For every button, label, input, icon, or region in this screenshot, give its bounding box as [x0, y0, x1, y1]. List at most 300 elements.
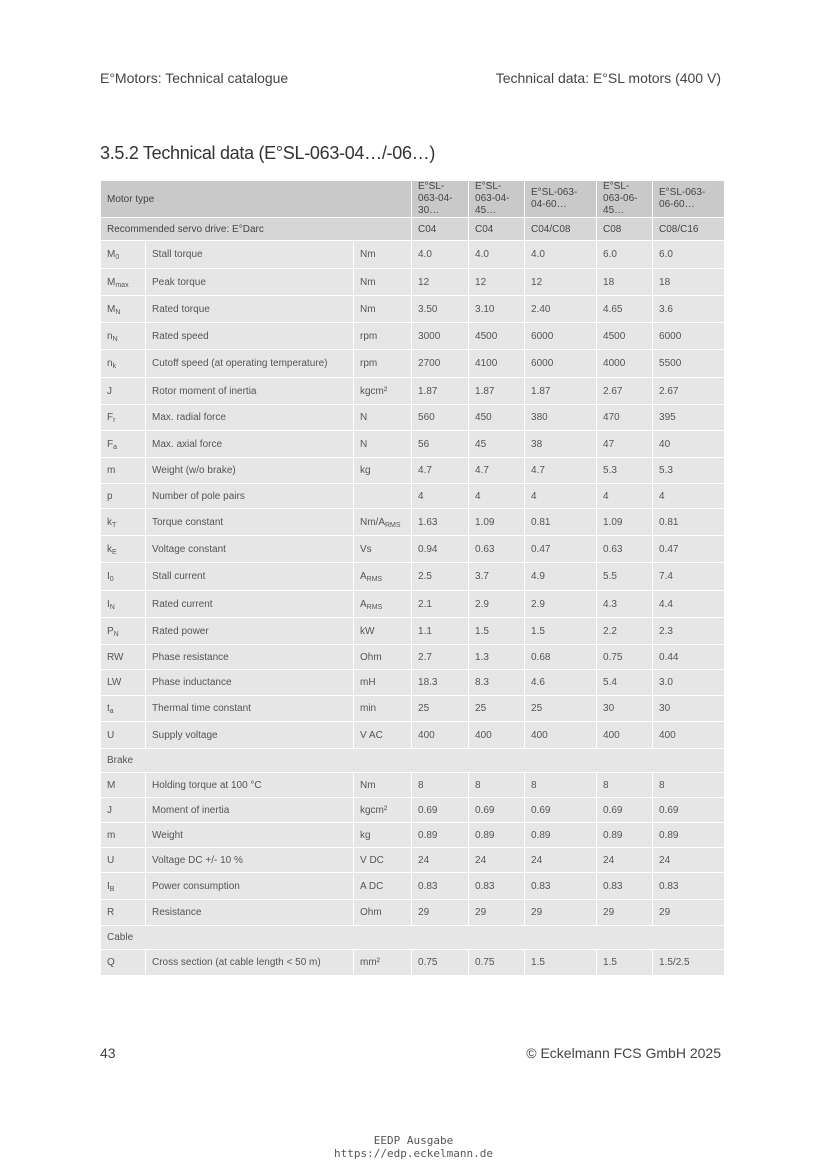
value-cell: 1.1 — [412, 618, 469, 645]
symbol-subscript: max — [115, 281, 129, 289]
value-cell: 0.69 — [597, 798, 653, 823]
symbol: I — [107, 571, 110, 582]
symbol-cell — [101, 484, 146, 509]
value-cell: 1.5 — [597, 950, 653, 976]
value-cell: 380 — [525, 405, 597, 431]
servo-drive-label: Recommended servo drive: E°Darc — [101, 218, 412, 241]
value-cell: 8 — [525, 773, 597, 798]
symbol-cell — [101, 405, 146, 431]
table-row — [101, 873, 725, 900]
value-cell: 24 — [469, 848, 525, 873]
value-cell: 0.89 — [412, 823, 469, 848]
unit-cell — [354, 773, 412, 798]
description-cell: Voltage DC +/- 10 % — [146, 848, 354, 873]
value-cell: 0.63 — [597, 536, 653, 563]
value-cell: 1.5 — [469, 618, 525, 645]
servo-drive-value: C04/C08 — [525, 218, 597, 241]
value-cell: 8 — [653, 773, 725, 798]
value-cell: 3.10 — [469, 296, 525, 323]
value-cell: 2.1 — [412, 591, 469, 618]
symbol-cell — [101, 823, 146, 848]
table-row — [101, 798, 725, 823]
value-cell: 24 — [412, 848, 469, 873]
description-cell: Thermal time constant — [146, 696, 354, 722]
unit-cell — [354, 848, 412, 873]
value-cell: 3.50 — [412, 296, 469, 323]
servo-drive-value: C08/C16 — [653, 218, 725, 241]
value-cell: 1.63 — [412, 509, 469, 536]
value-cell: 29 — [653, 900, 725, 926]
value-cell: 4 — [653, 484, 725, 509]
value-cell: 2.7 — [412, 645, 469, 670]
table-row — [101, 563, 725, 591]
table-row — [101, 269, 725, 296]
table-row — [101, 591, 725, 618]
symbol-cell — [101, 269, 146, 296]
symbol: M — [107, 249, 116, 260]
value-cell: 0.68 — [525, 645, 597, 670]
value-cell: 560 — [412, 405, 469, 431]
value-cell: 2.3 — [653, 618, 725, 645]
unit-cell — [354, 950, 412, 976]
value-cell: 0.69 — [653, 798, 725, 823]
table-row — [101, 645, 725, 670]
table-row — [101, 773, 725, 798]
value-cell: 29 — [469, 900, 525, 926]
description-cell: Supply voltage — [146, 722, 354, 749]
table-row — [101, 405, 725, 431]
description-cell: Holding torque at 100 °C — [146, 773, 354, 798]
unit-cell — [354, 536, 412, 563]
symbol-subscript: a — [113, 443, 118, 451]
value-cell: 4100 — [469, 350, 525, 378]
symbol: J — [107, 804, 112, 816]
symbol-cell — [101, 773, 146, 798]
unit: kgcm² — [360, 385, 388, 397]
value-cell: 4 — [597, 484, 653, 509]
unit-subscript: RMS — [385, 521, 401, 529]
description-cell: Weight (w/o brake) — [146, 458, 354, 484]
symbol: F — [107, 438, 114, 450]
unit-cell — [354, 350, 412, 378]
value-cell: 25 — [469, 696, 525, 722]
section-label: Cable — [101, 926, 725, 950]
table-row — [101, 618, 725, 645]
value-cell: 6000 — [653, 323, 725, 350]
value-cell: 1.5/2.5 — [653, 950, 725, 976]
value-cell: 18.3 — [412, 670, 469, 696]
unit: Nm — [360, 276, 376, 288]
column-header: E°SL-063-06-60… — [653, 181, 725, 218]
symbol: I — [107, 880, 110, 892]
value-cell: 30 — [653, 696, 725, 722]
symbol-cell — [101, 696, 146, 722]
symbol-subscript: B — [109, 885, 115, 893]
value-cell: 4.7 — [525, 458, 597, 484]
value-cell: 2700 — [412, 350, 469, 378]
value-cell: 1.5 — [525, 618, 597, 645]
value-cell: 0.81 — [653, 509, 725, 536]
symbol: m — [107, 465, 116, 476]
value-cell: 5.4 — [597, 670, 653, 696]
value-cell: 7.4 — [653, 563, 725, 591]
value-cell: 24 — [653, 848, 725, 873]
symbol-cell — [101, 670, 146, 696]
symbol-cell — [101, 722, 146, 749]
value-cell: 4.0 — [469, 241, 525, 269]
description-cell: Cutoff speed (at operating temperature) — [146, 350, 354, 378]
unit-cell — [354, 618, 412, 645]
table-row — [101, 431, 725, 458]
table-row — [101, 950, 725, 976]
unit-subscript: RMS — [366, 576, 383, 583]
unit: mm² — [360, 957, 380, 968]
symbol-cell — [101, 563, 146, 591]
symbol: RW — [107, 651, 124, 663]
symbol: U — [107, 854, 115, 866]
copyright: © Eckelmann FCS GmbH 2025 — [526, 1045, 721, 1061]
symbol-cell — [101, 350, 146, 378]
symbol: LW — [107, 677, 122, 688]
symbol: k — [107, 516, 112, 528]
unit: Nm — [360, 779, 376, 791]
value-cell: 25 — [412, 696, 469, 722]
unit: A — [360, 571, 367, 582]
symbol: M — [107, 303, 116, 315]
symbol-subscript: 0 — [115, 254, 120, 261]
symbol-subscript: a — [109, 708, 114, 715]
value-cell: 0.89 — [597, 823, 653, 848]
unit-cell — [354, 458, 412, 484]
symbol-subscript: N — [113, 630, 119, 638]
value-cell: 0.75 — [469, 950, 525, 976]
value-cell: 5500 — [653, 350, 725, 378]
symbol-cell — [101, 900, 146, 926]
value-cell: 2.9 — [469, 591, 525, 618]
symbol-cell — [101, 536, 146, 563]
technical-data-table — [100, 180, 725, 976]
description-cell: Power consumption — [146, 873, 354, 900]
symbol-subscript: k — [112, 363, 117, 370]
value-cell: 38 — [525, 431, 597, 458]
value-cell: 0.47 — [653, 536, 725, 563]
column-header: E°SL-063-06-45… — [597, 181, 653, 218]
unit-cell — [354, 591, 412, 618]
value-cell: 395 — [653, 405, 725, 431]
column-header: E°SL-063-04-45… — [469, 181, 525, 218]
value-cell: 0.94 — [412, 536, 469, 563]
unit-cell — [354, 431, 412, 458]
unit-cell — [354, 241, 412, 269]
symbol: p — [107, 490, 113, 502]
table-row — [101, 241, 725, 269]
symbol-cell — [101, 645, 146, 670]
symbol: t — [107, 703, 110, 714]
symbol: M — [107, 779, 116, 791]
section-row — [101, 926, 725, 950]
motor-type-label: Motor type — [101, 181, 412, 218]
value-cell: 6000 — [525, 350, 597, 378]
value-cell: 5.3 — [653, 458, 725, 484]
unit-cell — [354, 873, 412, 900]
value-cell: 4500 — [469, 323, 525, 350]
symbol: F — [107, 412, 114, 423]
value-cell: 45 — [469, 431, 525, 458]
unit: kW — [360, 625, 375, 637]
footer-url: https://edp.eckelmann.de — [334, 1147, 493, 1160]
value-cell: 1.87 — [525, 378, 597, 405]
unit-cell — [354, 798, 412, 823]
table-row — [101, 823, 725, 848]
value-cell: 24 — [525, 848, 597, 873]
table-row — [101, 848, 725, 873]
table-row — [101, 296, 725, 323]
description-cell: Max. axial force — [146, 431, 354, 458]
symbol-subscript: N — [109, 603, 115, 611]
value-cell: 0.47 — [525, 536, 597, 563]
value-cell: 400 — [412, 722, 469, 749]
unit: V DC — [360, 854, 384, 866]
unit: A — [360, 598, 367, 610]
value-cell: 8.3 — [469, 670, 525, 696]
value-cell: 8 — [412, 773, 469, 798]
value-cell: 8 — [597, 773, 653, 798]
value-cell: 2.40 — [525, 296, 597, 323]
description-cell: Rated current — [146, 591, 354, 618]
unit: N — [360, 412, 368, 423]
value-cell: 4000 — [597, 350, 653, 378]
value-cell: 1.3 — [469, 645, 525, 670]
value-cell: 18 — [653, 269, 725, 296]
table-row — [101, 536, 725, 563]
symbol-cell — [101, 378, 146, 405]
value-cell: 2.9 — [525, 591, 597, 618]
unit: Nm — [360, 249, 376, 260]
table-row — [101, 670, 725, 696]
unit: kg — [360, 829, 371, 841]
unit-subscript: RMS — [366, 603, 383, 611]
unit-cell — [354, 484, 412, 509]
column-header: E°SL-063-04-60… — [525, 181, 597, 218]
value-cell: 0.89 — [653, 823, 725, 848]
unit: V AC — [360, 729, 383, 741]
value-cell: 6000 — [525, 323, 597, 350]
value-cell: 0.69 — [412, 798, 469, 823]
description-cell: Torque constant — [146, 509, 354, 536]
value-cell: 4.65 — [597, 296, 653, 323]
value-cell: 4.4 — [653, 591, 725, 618]
value-cell: 1.87 — [469, 378, 525, 405]
value-cell: 1.87 — [412, 378, 469, 405]
value-cell: 400 — [597, 722, 653, 749]
value-cell: 4 — [412, 484, 469, 509]
value-cell: 4.0 — [412, 241, 469, 269]
symbol-cell — [101, 591, 146, 618]
value-cell: 2.67 — [597, 378, 653, 405]
symbol-cell — [101, 509, 146, 536]
value-cell: 56 — [412, 431, 469, 458]
symbol: J — [107, 385, 112, 397]
value-cell: 2.67 — [653, 378, 725, 405]
table-row — [101, 722, 725, 749]
description-cell: Weight — [146, 823, 354, 848]
symbol-cell — [101, 458, 146, 484]
table-row — [101, 323, 725, 350]
value-cell: 12 — [469, 269, 525, 296]
value-cell: 450 — [469, 405, 525, 431]
unit: A DC — [360, 880, 384, 892]
value-cell: 400 — [469, 722, 525, 749]
symbol-cell — [101, 431, 146, 458]
value-cell: 0.69 — [469, 798, 525, 823]
section-row — [101, 749, 725, 773]
symbol: m — [107, 829, 116, 841]
value-cell: 0.83 — [597, 873, 653, 900]
unit: kgcm² — [360, 804, 388, 816]
unit: min — [360, 703, 377, 714]
page-title: 3.5.2 Technical data (E°SL-063-04…/-06…) — [100, 143, 436, 163]
unit-cell — [354, 405, 412, 431]
symbol: I — [107, 598, 110, 610]
unit: Nm/A — [360, 516, 385, 528]
symbol-cell — [101, 950, 146, 976]
value-cell: 4.7 — [469, 458, 525, 484]
symbol: P — [107, 625, 114, 637]
value-cell: 4.0 — [525, 241, 597, 269]
value-cell: 4 — [469, 484, 525, 509]
unit: kg — [360, 465, 371, 476]
description-cell: Phase inductance — [146, 670, 354, 696]
description-cell: Peak torque — [146, 269, 354, 296]
symbol-subscript: E — [112, 548, 117, 556]
value-cell: 24 — [597, 848, 653, 873]
value-cell: 12 — [525, 269, 597, 296]
value-cell: 3.6 — [653, 296, 725, 323]
symbol-subscript: N — [112, 335, 118, 343]
symbol: n — [107, 330, 113, 342]
table-row — [101, 378, 725, 405]
servo-drive-value: C04 — [412, 218, 469, 241]
description-cell: Cross section (at cable length < 50 m) — [146, 950, 354, 976]
table-row — [101, 458, 725, 484]
unit: mH — [360, 677, 376, 688]
value-cell: 18 — [597, 269, 653, 296]
value-cell: 29 — [412, 900, 469, 926]
unit-cell — [354, 670, 412, 696]
value-cell: 4500 — [597, 323, 653, 350]
table-row — [101, 696, 725, 722]
value-cell: 1.09 — [469, 509, 525, 536]
unit-cell — [354, 378, 412, 405]
table-header-row — [101, 181, 725, 218]
unit: Ohm — [360, 907, 382, 918]
value-cell: 3.7 — [469, 563, 525, 591]
value-cell: 0.89 — [469, 823, 525, 848]
description-cell: Resistance — [146, 900, 354, 926]
unit-cell — [354, 900, 412, 926]
value-cell: 2.2 — [597, 618, 653, 645]
symbol: R — [107, 907, 115, 918]
symbol-cell — [101, 241, 146, 269]
table-row — [101, 350, 725, 378]
description-cell: Moment of inertia — [146, 798, 354, 823]
description-cell: Stall torque — [146, 241, 354, 269]
description-cell: Max. radial force — [146, 405, 354, 431]
description-cell: Stall current — [146, 563, 354, 591]
value-cell: 3.0 — [653, 670, 725, 696]
value-cell: 0.81 — [525, 509, 597, 536]
symbol: k — [107, 543, 112, 555]
description-cell: Rated speed — [146, 323, 354, 350]
symbol: U — [107, 729, 115, 741]
description-cell: Phase resistance — [146, 645, 354, 670]
unit-cell — [354, 696, 412, 722]
page-number: 43 — [100, 1045, 116, 1061]
value-cell: 1.5 — [525, 950, 597, 976]
value-cell: 0.83 — [653, 873, 725, 900]
table-row — [101, 484, 725, 509]
description-cell: Rated power — [146, 618, 354, 645]
value-cell: 0.83 — [525, 873, 597, 900]
value-cell: 6.0 — [597, 241, 653, 269]
value-cell: 0.44 — [653, 645, 725, 670]
value-cell: 4.9 — [525, 563, 597, 591]
table-row — [101, 509, 725, 536]
unit-cell — [354, 823, 412, 848]
value-cell: 4.3 — [597, 591, 653, 618]
value-cell: 0.83 — [412, 873, 469, 900]
value-cell: 30 — [597, 696, 653, 722]
symbol-cell — [101, 798, 146, 823]
description-cell: Rated torque — [146, 296, 354, 323]
header-left: E°Motors: Technical catalogue — [100, 70, 289, 86]
unit-cell — [354, 645, 412, 670]
value-cell: 40 — [653, 431, 725, 458]
unit: Ohm — [360, 651, 382, 663]
servo-drive-value: C04 — [469, 218, 525, 241]
value-cell: 470 — [597, 405, 653, 431]
value-cell: 5.3 — [597, 458, 653, 484]
description-cell: Rotor moment of inertia — [146, 378, 354, 405]
value-cell: 400 — [653, 722, 725, 749]
symbol-subscript: r — [113, 417, 116, 424]
value-cell: 47 — [597, 431, 653, 458]
unit-cell — [354, 296, 412, 323]
unit-cell — [354, 323, 412, 350]
value-cell: 29 — [597, 900, 653, 926]
header-right: Technical data: E°SL motors (400 V) — [495, 70, 721, 86]
value-cell: 0.63 — [469, 536, 525, 563]
value-cell: 6.0 — [653, 241, 725, 269]
symbol-cell — [101, 848, 146, 873]
description-cell: Voltage constant — [146, 536, 354, 563]
value-cell: 4.6 — [525, 670, 597, 696]
unit: Vs — [360, 543, 372, 555]
edition-label: EEDP Ausgabe — [373, 1134, 454, 1147]
value-cell: 4.7 — [412, 458, 469, 484]
value-cell: 12 — [412, 269, 469, 296]
value-cell: 0.69 — [525, 798, 597, 823]
unit-cell — [354, 269, 412, 296]
servo-drive-row — [101, 218, 725, 241]
servo-drive-value: C08 — [597, 218, 653, 241]
column-header: E°SL-063-04-30… — [412, 181, 469, 218]
value-cell: 2.5 — [412, 563, 469, 591]
unit: rpm — [360, 358, 378, 369]
value-cell: 8 — [469, 773, 525, 798]
value-cell: 0.89 — [525, 823, 597, 848]
value-cell: 0.75 — [597, 645, 653, 670]
